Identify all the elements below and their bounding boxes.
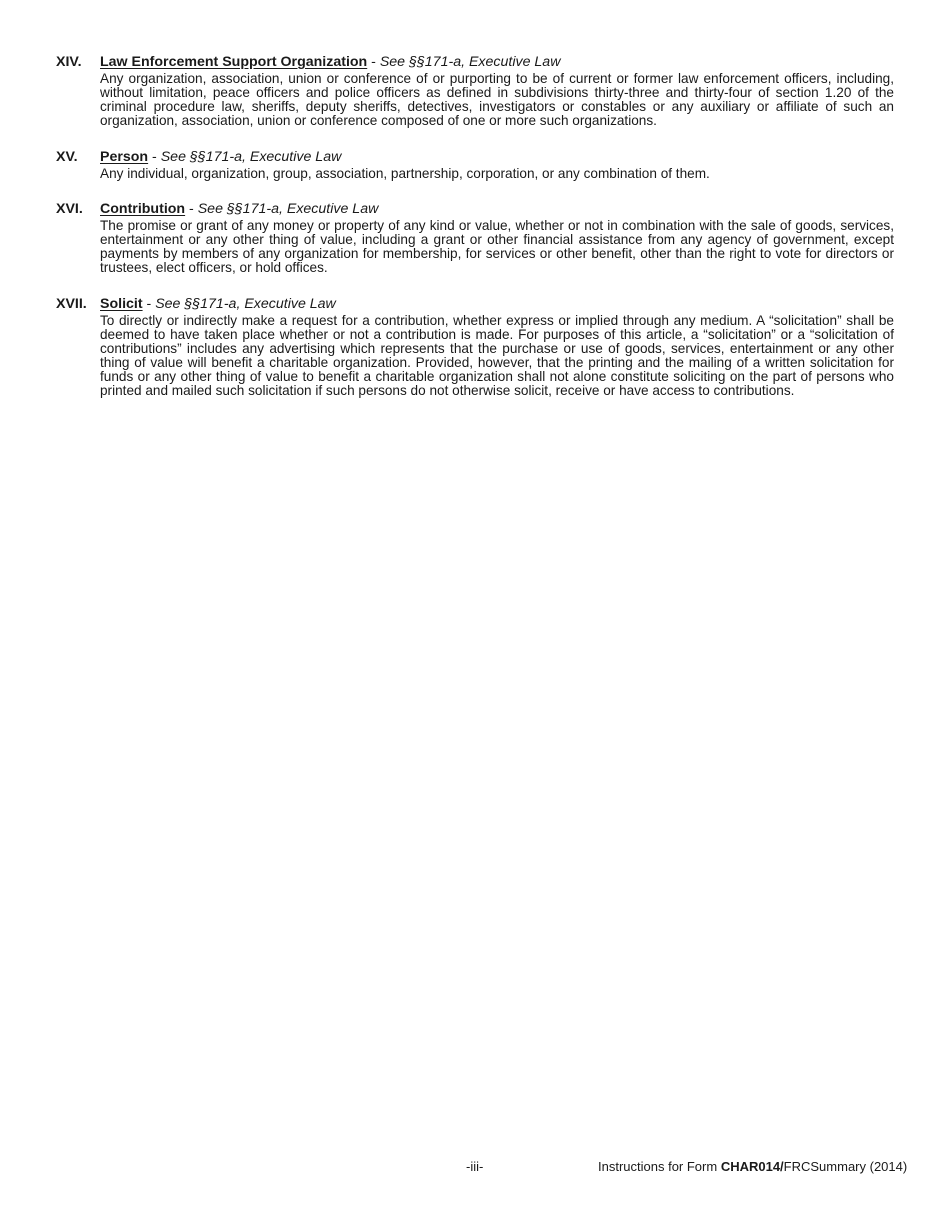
heading-separator: - [185, 201, 198, 217]
section-heading [56, 54, 896, 71]
definition-text: To directly or indirectly make a request for a contribution, whether express or implied through any medium. A “solicitation” shall be deemed to have taken place whether or not a contribution is made. For purposes of this article, a “solicitation” or a “solicitation of contributions” includes any advertising which represents that the purchase or use of goods, services, entertainment or any other thing of value will benefit a charitable organization. Provided, however, that the printing and the mailing of a written solicitation for funds or any other thing of value to benefit a charitable organization shall not alone constitute soliciting on the part of persons who printed and mailed such solicitation if such persons do not otherwise solicit, receive or have access to contributions. [100, 313, 894, 398]
heading-separator: - [148, 149, 161, 165]
form-suffix: FRCSummary (2014) [783, 1159, 908, 1174]
heading-separator: - [367, 54, 380, 70]
form-prefix: Instructions for Form [598, 1159, 721, 1174]
definition-xvii [56, 296, 896, 398]
defined-term: Person [100, 149, 149, 165]
definition-text: The promise or grant of any money or property of any kind or value, whether or not in combination with the sale of goods, services, entertainment or any other thing of value, including a grant or other financial assistance from any agency of government, except payments by members of any organization for membership, for services or other benefit, other than the right to vote for directors or trustees, elect officers, or hold offices. [100, 218, 894, 275]
defined-term: Contribution [100, 201, 186, 217]
law-reference: See §§171-a, Executive Law [160, 149, 342, 165]
definition-text: Any individual, organization, group, association, partnership, corporation, or any combination of them. [100, 166, 710, 181]
defined-term: Law Enforcement Support Organization [100, 54, 368, 70]
heading-separator: - [142, 296, 156, 312]
law-reference: See §§171-a, Executive Law [197, 201, 379, 217]
definition-xvi [56, 201, 896, 275]
heading-line [100, 149, 341, 166]
law-reference: See §§171-a, Executive Law [155, 296, 336, 312]
heading-line [100, 296, 336, 313]
section-heading [56, 201, 896, 218]
definition-xv [56, 149, 896, 181]
form-reference [598, 1159, 907, 1174]
section-numeral: XIV. [56, 54, 82, 70]
form-code: CHAR014/ [720, 1159, 784, 1174]
section-numeral: XVII. [56, 296, 87, 312]
section-numeral: XVI. [56, 201, 83, 217]
heading-line [100, 201, 378, 218]
defined-term: Solicit [100, 296, 143, 312]
section-numeral: XV. [56, 149, 78, 165]
definition-text: Any organization, association, union or conference of or purporting to be of current or former law enforcement officers, including, without limitation, peace officers and police officers as defined in subdivisions thirty-three and thirty-four of section 1.20 of the criminal procedure law, sheriffs, deputy sheriffs, detectives, investigators or constables or any auxiliary or affiliate of such an organization, association, union or conference composed of one or more such organizations. [100, 71, 894, 128]
law-reference: See §§171-a, Executive Law [379, 54, 561, 70]
section-heading [56, 149, 896, 166]
definition-xiv [56, 54, 896, 128]
page-number: -iii- [466, 1159, 484, 1174]
heading-line [100, 54, 560, 71]
section-heading [56, 296, 896, 313]
